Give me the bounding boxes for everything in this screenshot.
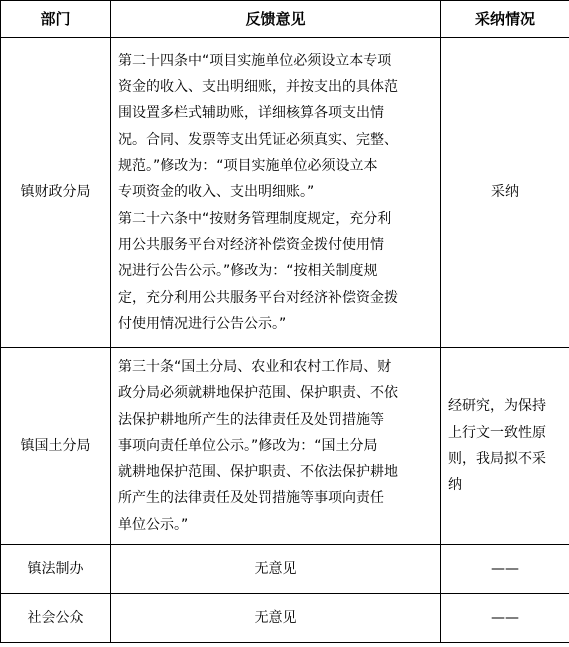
adoption-line: 则，我局拟不采 bbox=[448, 451, 546, 467]
table-row bbox=[1, 348, 569, 545]
adoption-cell bbox=[441, 594, 569, 643]
table-header-row bbox=[1, 1, 569, 38]
department-cell: 镇财政分局 bbox=[1, 38, 111, 348]
header-adoption: 采纳情况 bbox=[441, 1, 569, 38]
header-department: 部门 bbox=[1, 1, 111, 38]
feedback-line: 第三十条“国土分局、农业和农村工作局、财 bbox=[118, 358, 392, 375]
feedback-line: 第二十六条中“按财务管理制度规定，充分利 bbox=[118, 210, 392, 227]
feedback-cell bbox=[111, 348, 441, 545]
feedback-line: 况进行公告公示。”修改为：“按相关制度规 bbox=[118, 263, 378, 280]
adoption-line: —— bbox=[491, 609, 519, 626]
adoption-line: 纳 bbox=[448, 477, 462, 494]
department-cell: 镇法制办 bbox=[1, 545, 111, 594]
feedback-line: 事项向责任单位公示。”修改为：“国土分局 bbox=[118, 437, 378, 454]
feedback-line: 专项资金的收入、支出明细账。” bbox=[118, 184, 315, 201]
feedback-line: 围设置多栏式辅助账，详细核算各项支出情 bbox=[118, 105, 384, 122]
feedback-line: 无意见 bbox=[254, 560, 297, 577]
feedback-cell bbox=[111, 594, 441, 643]
adoption-line: —— bbox=[491, 560, 519, 577]
feedback-line: 况。合同、发票等支出凭证必须真实、完整、 bbox=[118, 131, 398, 148]
feedback-line: 无意见 bbox=[254, 609, 297, 626]
table-row bbox=[1, 38, 569, 348]
adoption-line: 上行文一致性原 bbox=[448, 424, 546, 441]
feedback-line: 法保护耕地所产生的法律责任及处罚措施等 bbox=[118, 411, 384, 428]
department-cell: 镇国土分局 bbox=[1, 348, 111, 545]
feedback-line: 就耕地保护范围、保护职责、不依法保护耕地 bbox=[118, 464, 398, 481]
feedback-cell bbox=[111, 38, 441, 348]
adoption-cell bbox=[441, 38, 569, 348]
adoption-cell bbox=[441, 545, 569, 594]
adoption-line: 采纳 bbox=[491, 184, 519, 201]
table-row bbox=[1, 545, 569, 594]
feedback-cell bbox=[111, 545, 441, 594]
feedback-line: 政分局必须就耕地保护范围、保护职责、不依 bbox=[118, 385, 398, 402]
feedback-line: 所产生的法律责任及处罚措施等事项向责任 bbox=[118, 490, 384, 507]
feedback-line: 规范。”修改为：“项目实施单位必须设立本 bbox=[118, 158, 378, 175]
feedback-line: 单位公示。” bbox=[118, 516, 189, 533]
table-row bbox=[1, 594, 569, 643]
feedback-line: 资金的收入、支出明细账，并按支出的具体范 bbox=[118, 79, 398, 96]
department-cell: 社会公众 bbox=[1, 594, 111, 643]
adoption-cell bbox=[441, 348, 569, 545]
feedback-line: 第二十四条中“项目实施单位必须设立本专项 bbox=[118, 52, 392, 69]
header-feedback: 反馈意见 bbox=[111, 1, 441, 38]
feedback-line: 用公共服务平台对经济补偿资金拨付使用情 bbox=[118, 236, 384, 253]
feedback-line: 付使用情况进行公告公示。” bbox=[118, 315, 287, 332]
feedback-line: 定，充分利用公共服务平台对经济补偿资金拨 bbox=[118, 289, 398, 306]
adoption-line: 经研究，为保持 bbox=[448, 398, 546, 415]
